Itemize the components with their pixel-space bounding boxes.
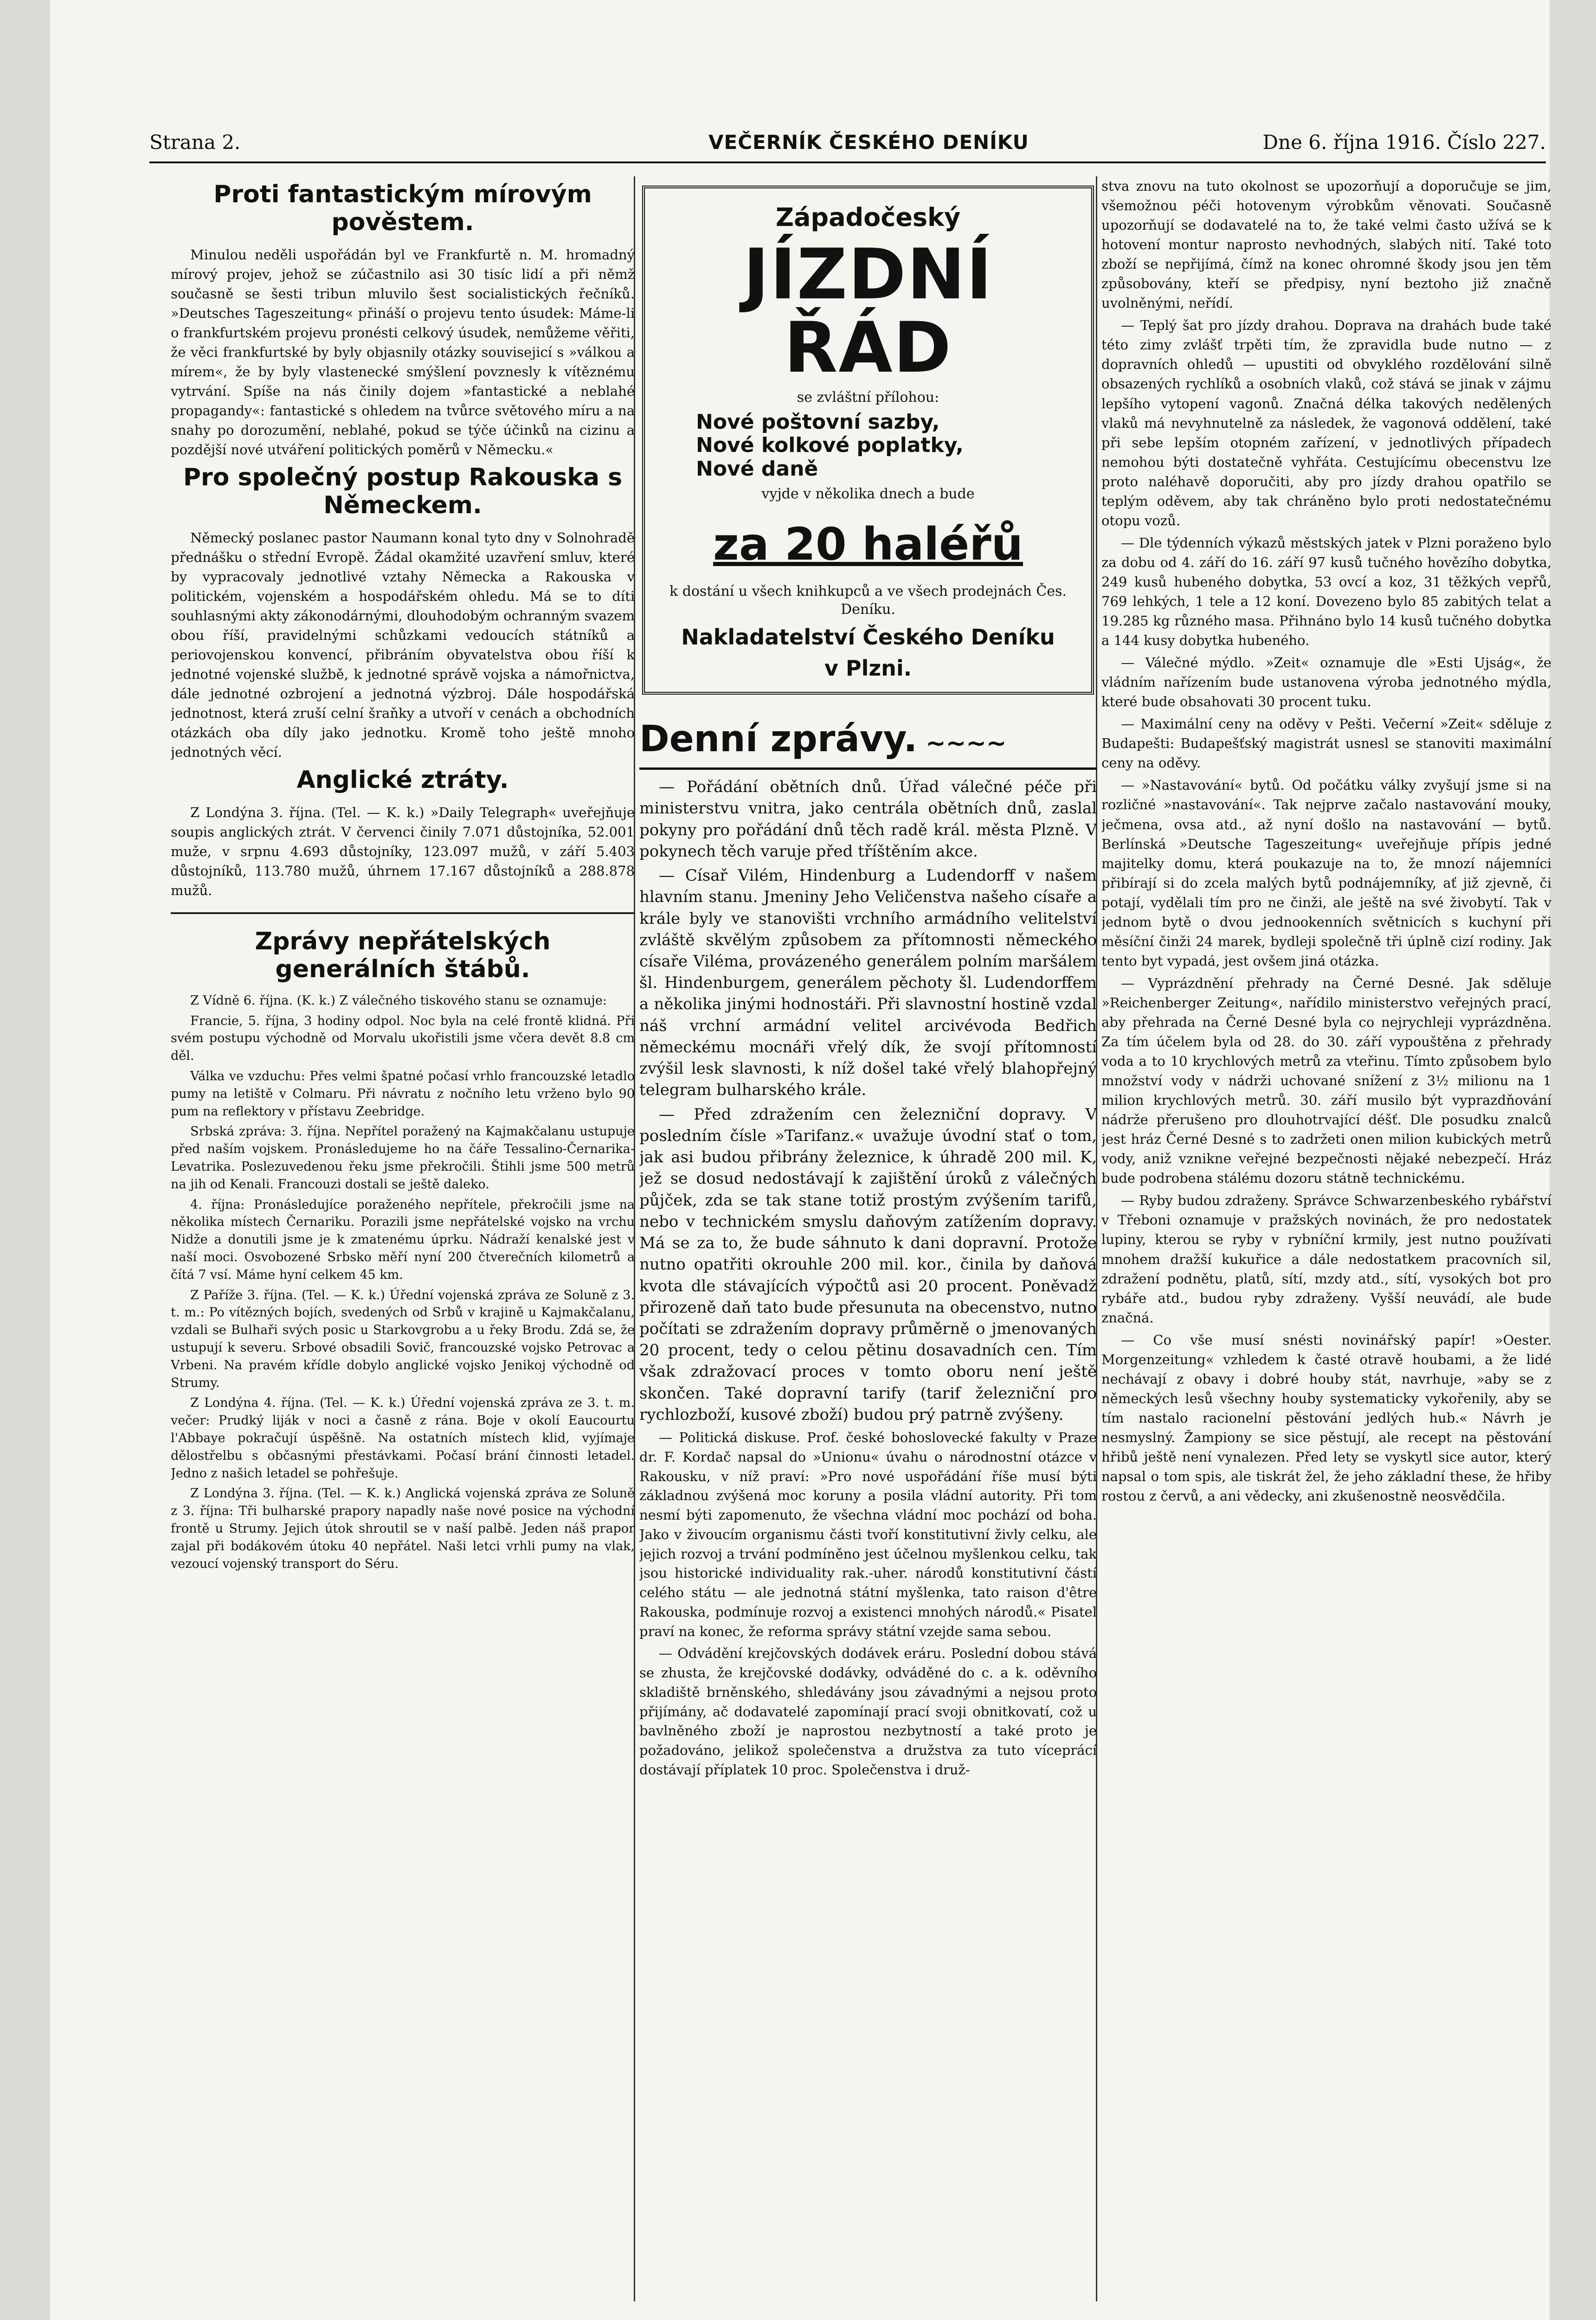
article-paragraph: Válka ve vzduchu: Přes velmi špatné počasí vrhlo francouzské letadlo pumy na letiště v Colmaru. Při návratu z nočního letu vrženo bylo 90 pum na reflektory v přístavu Zeebridge.	[171, 1069, 635, 1119]
newspaper-title: VEČERNÍK ČESKÉHO DENÍKU	[708, 131, 1029, 154]
column-3	[1101, 176, 1551, 2292]
section-heading	[639, 713, 1097, 770]
article-paragraph: Francie, 5. října, 3 hodiny odpol. Noc byla na celé frontě klidná. Při svém postupu východně od Morvalu ukořistili jsme včera devět 8.8 cm děl.	[171, 1013, 635, 1063]
article-paragraph: Z Vídně 6. října. (K. k.) Z válečného tiskového stanu se oznamuje:	[190, 993, 607, 1008]
column-1	[171, 176, 635, 2292]
headline: Pro společný postup Rakouska s Německem.	[183, 464, 623, 519]
ad-item: Nové poštovní sazby,	[696, 410, 940, 434]
article-paragraph: — Politická diskuse. Prof. české bohoslovecké fakulty v Praze dr. F. Kordač napsal do »Unionu« úvahu o národnostní otázce v Rakousku, v níž praví: »Pro nové uspořádání říše musí býti základnou zvýšená moc koruny a posila vládní autority. Při tom nesmí býti zapomenuto, že všechna vládní moc pochází od boha. Jako v živoucím organismu části tvoří konstitutivní živly celku, ale jejich rozvoj a trvání podmíněno jest účelnou myšlenkou celku, tak jsou historické individuality rak.-uher. národů konstitutivní částí celého státu — ale jednotná státní myšlenka, tato raison d'être Rakouska, podmínuje rozvoj a existenci mnohých národů.« Pisatel praví na konec, že reforma správy státní vzejde sama sebou.	[639, 1430, 1097, 1639]
ad-line: vyjde v několika dnech a bude	[761, 485, 975, 502]
date-issue: Dne 6. října 1916. Číslo 227.	[1262, 131, 1546, 154]
column-2	[639, 176, 1097, 2292]
article-paragraph: — Odvádění krejčovských dodávek eráru. Poslední dobou stává se zhusta, že krejčovské dodávky, odváděné do c. a k. oděvního skladiště brněnského, shledávány jsou závadnými a nejsou proto přijímány, ač dodavatelé zapomínají prací svoji obnitkovatí, což u bavlněného zboží je naprostou nezbytností a také proto je požadováno, jelikož společenstva a družstva za tuto víceprácí dostávají příplatek 10 proc. Společenstva i druž-	[639, 1645, 1097, 1778]
article-paragraph: stva znovu na tuto okolnost se upozorňují a doporučuje se jim, všemožnou péči hotovenym výrobkům věnovati. Současně upozorňují se dodavatelé na to, že také velmi často užívá se k hotovení montur naprosto nevhodných, slabých nití. Také toto zboží se nepřijímá, čímž na konec ohromné škody jsou jen těm způsobovány, kteří se předpisy, nyní beztoho již značně uvolněnými, neřídí.	[1101, 178, 1551, 311]
ad-item: Nové kolkové poplatky,	[696, 433, 964, 458]
article-paragraph: Z Londýna 3. října. (Tel. — K. k.) Anglická vojenská zpráva ze Soluně z 3. října: Tři bulharské prapory napadly naše nové posice na východní frontě u Strumy. Jejich útok shroutil se v naší palbě. Jeden náš prapor zajal při bodákovém útoku 40 nepřátel. Naši letci vrhli pumy na vlak, vezoucí vojenský transport do Séru.	[171, 1486, 635, 1571]
wave-ornament: ~~~~	[926, 729, 1007, 758]
ad-price: za 20 haléřů	[713, 518, 1023, 571]
ad-line: k dostání u všech knihkupců a ve všech prodejnách Čes. Deníku.	[669, 583, 1067, 618]
ad-headline: JÍZDNÍ ŘÁD	[743, 234, 993, 388]
article-paragraph: Z Paříže 3. října. (Tel. — K. k.) Úřední vojenská zpráva ze Soluně z 3. t. m.: Po vítězných bojích, svedených od Srbů v krajině u Kajmakčalanu, vzdali se Bulhaři svých posic u Starkovgrobu a u řeky Brodu. Zdá se, že ustupují k severu. Srbové obsadili Sovič, francouzské vojsko Petrovac a Vrbeni. Na pravém křídle dobylo anglické vojsko Jenikoj východně od Strumy.	[171, 1288, 635, 1390]
article-paragraph: — Teplý šat pro jízdy drahou. Doprava na drahách bude také této zimy zvlášť trpěti tím, že zpravidla bude nutno — z dopravních ohledů — upustiti od obvyklého rozdělování silně obsazených rychlíků a osobních vlaků, což stává se jinak v zájmu lepšího vytopení vagonů. Značná délka takových nedělených vlaků má nevyhnutelně za následek, že vagonová oddělení, také při sebe lepším otopném zařízení, v jednotlivých případech nemohou býti dostatečně vyhřáta. Cestujícímu obecenstvu lze proto naléhavě doporučiti, aby pro jízdy drahou opatřilo se teplým oděvem, aby tak chráněno bylo proti nedostatečnému otopu vozů.	[1101, 317, 1551, 528]
article-paragraph: Z Londýna 4. října. (Tel. — K. k.) Úřední vojenská zpráva ze 3. t. m. večer: Prudký liják v noci a časně z rána. Boje v okolí Eaucourtu l'Abbaye pokračují úspěšně. Na ostatních místech klid, vyjímaje dělostřelbu s občasnými přestávkami. Počasí brání činnosti letadel. Jedno z našich letadel se pohřešuje.	[171, 1396, 635, 1481]
page-number: Strana 2.	[149, 131, 241, 154]
article-paragraph: — »Nastavování« bytů. Od počátku války zvyšují jsme si na rozličné »nastavování«. Tak nejprve začalo nastavování mouky, ječmena, ovsa atd., až nyní došlo na nastavování — bytů. Berlínská »Deutsche Tageszeitung« uveřejňuje přípis jedné majitelky domu, která poukazuje na to, že mnozí nájemníci přibírají si do zcela malých bytů podnájemníky, ať již zjevně, či potají, vydělali tím pro ne činži, ale ještě na své živobytí. Tak v jednom bytě o dvou jednookenních světnicích s kuchyní při měsíční činži 24 marek, bydleji společně tři úplně cizí rodiny. Jak tento byt vypadá, jest ovšem jiná otázka.	[1101, 777, 1551, 969]
article-paragraph: Srbská zpráva: 3. října. Nepřítel poražený na Kajmakčalanu ustupuje před naším vojskem. Pronásledujeme ho na čáře Tessalino-Černarika-Levatrika. Poslezuvedenou řeku jsme překročili. Štihli jsme 500 metrů na jih od Kenali. Francouzi dostali se ještě daleko.	[171, 1124, 635, 1192]
article-paragraph: — Válečné mýdlo. »Zeit« oznamuje dle »Esti Ujság«, že vládním nařízením bude ustanovena výroba jednotného mýdla, které bude obsahovati 30 procent tuku.	[1101, 655, 1551, 710]
header-rule	[149, 161, 1546, 163]
headline: Anglické ztráty.	[296, 766, 509, 794]
article-paragraph: 4. října: Pronásledujíce poraženého nepřítele, překročili jsme na několika místech Černariku. Porazili jsme nepřátelské vojsko na vrchu Nidže a donutili jsme je k zmatenému úprku. Nádraží kenalské jest v naší moci. Osvobozené Srbsko měří nyní 200 čtverečních kilometrů a čítá 7 vsí. Máme hyní celkem 45 km.	[171, 1197, 635, 1282]
article-paragraph: — Před zdražením cen železniční dopravy. V posledním čísle »Tarifanz.« uvažuje úvodní stať o tom, jak asi budou přibrány železnice, k úhradě 200 mil. K, jež se dosud nedostávají k zajištění úroků z válečných půjček, zda se tak stane totiž prostým zvýšením tarifů, nebo v technickém smyslu daňovým zatížením dopravy. Má se za to, že bude sáhnuto k dani dopravní. Protože nutno opatřiti okrouhle 200 mil. kor., činila by daňová kvota dle stávajících výpočtů asi 20 procent. Poněvadž přirozeně daň tato bude přesunuta na obecenstvo, nutno počítati se zdražením dopravy průměrně o jmenovaných 20 procent, tedy o celou pětinu dosavadních cen. Tím však zdražovací proces v tomto oboru není ještě skončen. Také dopravní tarify (tarif železniční pro rychlozboží, kusové zboží) budou prý patrně zvýšeny.	[639, 1105, 1097, 1424]
article-paragraph: — Dle týdenních výkazů městských jatek v Plzni poraženo bylo za dobu od 4. září do 16. září 97 kusů tučného hovězího dobytka, 249 kusů hubeného dobytka, 53 ovcí a koz, 31 těžkých vepřů, 769 lehkých, 1 tele a 12 koní. Dovezeno bylo 85 zabitých telat a 19.285 kg různého masa. Přihnáno bylo 14 kusů tučného dobytka a 144 kusy dobytka hubeného.	[1101, 535, 1551, 649]
section-title: Denní zprávy.	[639, 718, 918, 760]
ad-publisher: v Plzni.	[824, 656, 912, 681]
article-paragraph: — Pořádání obětních dnů. Úřad válečné péče při ministerstvu vnitra, jako centrála obětních dnů, zaslal pokyny pro pořádání dnů těch radě král. města Plzně. V pokynech těch varuje před tříštěním akce.	[639, 778, 1097, 861]
ad-line: se zvláštní přílohou:	[797, 389, 940, 406]
page-header	[149, 131, 1546, 159]
section-rule	[171, 912, 635, 914]
ad-item: Nové daně	[696, 457, 818, 481]
article-paragraph: Z Londýna 3. října. (Tel. — K. k.) »Daily Telegraph« uveřejňuje soupis anglických ztrát. V červenci činily 7.071 důstojníka, 52.001 muže, v srpnu 4.693 důstojníky, 123.097 mužů, v září 5.403 důstojníků, 113.780 mužů, úhrnem 17.167 důstojníků a 288.878 mužů.	[171, 805, 635, 899]
headline: Proti fantastickým mírovým pověstem.	[213, 180, 592, 236]
article-paragraph: Německý poslanec pastor Naumann konal tyto dny v Solnohradě přednášku o střední Evropě. Žádal okamžité uzavření smluv, které by vypracovaly jednotlivé vztahy Německa a Rakouska v politickém, vojenském a hospodářském ohledu. Má se to díti souhlasnými akty zákonodárnými, dlouhodobým ochranným svazem obou říší, pravidelnými schůzkami vedoucích státníků a periovojenskou konvencí, přibráním obyvatelstva obou říší k jednotné vojenské službě, k jednotné správě vojska a námořnictva, dále jednotné ozbrojení a jednotná výzbroj. Dále hospodářská jednotnost, která zruší celní šraňky a utvoří v cenách a obchodních otázkách oba díly jako jednotku. Kromě toho ještě mnoho jednotných věcí.	[171, 529, 635, 760]
article-paragraph: Minulou neděli uspořádán byl ve Frankfurtě n. M. hromadný mírový projev, jehož se zúčastnilo asi 30 tisíc lidí a při němž současně se šesti tribun mluvilo šest socialistických řečníků. »Deutsches Tageszeitung« přináší o projevu tento úsudek: Máme-li o frankfurtském projevu pronésti celkový úsudek, nemůžeme věřiti, že věci frankfurtské by byly objasnily otázky souvisejicí s »válkou a mírem«, že by byly vlastenecké smýšlení povznesly k vítěznému vytrvání. Spíše na nás činily dojem »fantastické a neblahé propagandy«: fantastické s ohledem na tvůrce světového míru a na snahy po dorozumění, neblahé, pokud se týče účinků na cizinu a pozdější nové utváření politických poměrů v Německu.«	[171, 246, 635, 458]
article-paragraph: — Vyprázdnění přehrady na Černé Desné. Jak sděluje »Reichenberger Zeitung«, nařídilo ministerstvo veřejných prací, aby přehrada na Černé Desné byla co nejrychleji vyprázdněna. Za tím účelem byla od 28. do 30. září vypouštěna z přehrady voda a to 10 krychlových metrů za vteřinu. Tímto způsobem bylo množství vody v nádrži uchované snížení z 3½ milionu na 1 milion krychlových metrů. 30. září musilo být vyprazdňování nádrže přerušeno pro dlouhotrvající déšť. Dle posudku znalců jest hráz Černé Desné s to zadržeti onen milion kubických metrů vody, aniž vznikne veřejné bezpečnosti nějaké nebezpečí. Hráz bude podrobena stálému dozoru státně technickému.	[1101, 975, 1551, 1186]
article-paragraph: — Ryby budou zdraženy. Správce Schwarzenbeského rybářství v Třeboni oznamuje v pražských novinách, že pro nedostatek lupiny, kterou se ryby v rybníční krmily, jest nutno používati mnohem dražší kukuřice a dále nedostatkem pracovních sil, zdražení podnětu, platů, sítí, mzdy atd., sítí, vysokých bot pro rybáře atd., budou ryby zdraženy. Vyšší neuvádí, ale bude značná.	[1101, 1192, 1551, 1326]
advertisement-box	[642, 186, 1094, 695]
article-paragraph: — Co vše musí snésti novinářský papír! »Oester. Morgenzeitung« vzhledem k časté otravě houbami, a že lidé nechávají z obavy i dobré houby stát, navrhuje, »aby se z německých lesů všechny houby systematicky vykořenily, aby se tím nastalo racionelní pěstování jedlých hub.« Návrh je nesmyslný. Žampiony se sice pěstují, ale recept na pěstování hřibů ještě není vynalezen. Před lety se vyskytl sice autor, který napsal o tom spis, ale tiskrát žel, že jeho základní these, že hřiby rostou z červů, a ani vědecky, ani zkušenostně neosvědčila.	[1101, 1332, 1551, 1504]
article-paragraph: — Maximální ceny na oděvy v Pešti. Večerní »Zeit« sděluje z Budapešti: Budapešťský magistrát usnesl se stanoviti maximální ceny na oděvy.	[1101, 716, 1551, 771]
ad-publisher: Nakladatelství Českého Deníku	[681, 625, 1055, 650]
article-paragraph: — Císař Vilém, Hindenburg a Ludendorff v našem hlavním stanu. Jmeniny Jeho Veličenstva našeho císaře a krále byly ve stanovišti vrchního armádního velitelství zvláště skvělým způsobem za přítomnosti německého císaře Viléma, provázeného generálem polním maršálem šl. Hindenburgem, generálem pěchoty šl. Ludendorffem a několika jinými hodnostáři. Při slavnostní hostině vzdal náš vrchní armádní velitel arcivévoda Bedřich německému mocnáři vřelý dík, že svojí přítomností zvýšil lesk slavnosti, k níž došel také vřelý blahopřejný telegram bulharského krále.	[639, 866, 1097, 1100]
ad-line: Západočeský	[775, 203, 961, 232]
headline: Zprávy nepřátelských generálních štábů.	[255, 928, 551, 984]
